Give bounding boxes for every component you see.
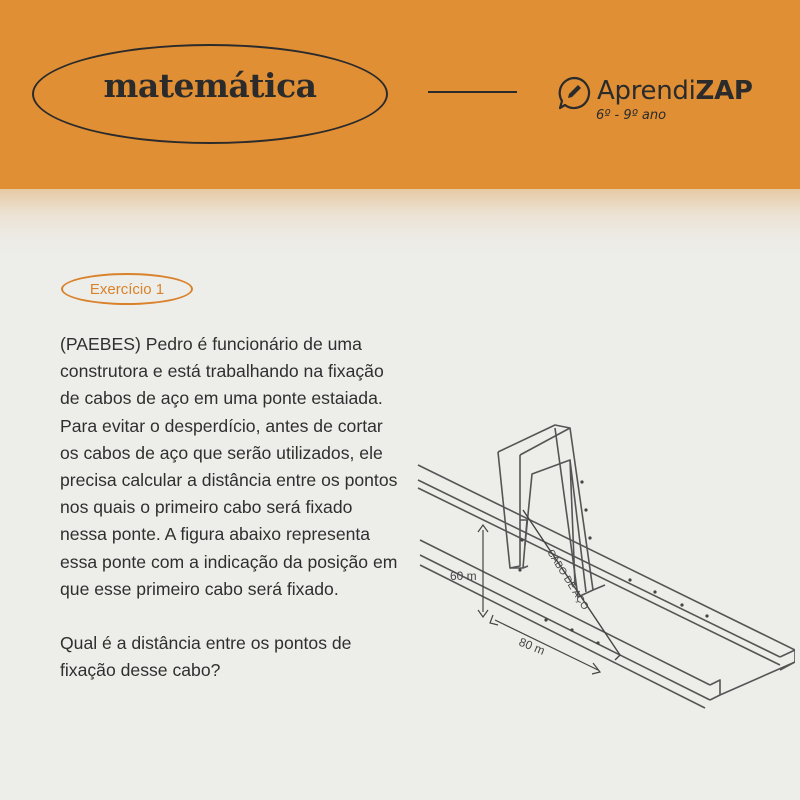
speech-bubble-pencil-icon: [557, 76, 591, 110]
header-divider: [428, 91, 517, 93]
bridge-figure: [410, 380, 795, 710]
cable-label: CABO DE AÇO: [544, 547, 591, 613]
height-label: 60 m: [450, 569, 477, 583]
brand-light: Aprendi: [597, 76, 696, 106]
exercise-label: Exercício 1: [89, 280, 165, 298]
question-text: [60, 331, 400, 684]
subject-title: matemática: [103, 66, 317, 105]
problem-statement: (PAEBES) Pedro é funcionário de uma construtora e está trabalhando na fixação de cabos de aço em uma ponte estaiada. Para evitar o desperdício, antes de cortar os cabos de aço que serão utilizados, ele precisa calcular a distância entre os pontos nos quais o primeiro cabo será fixado nessa ponte. A figura abaixo representa essa ponte com a indicação da posição em que esse primeiro cabo será fixado.: [60, 334, 398, 599]
exercise-badge: [61, 273, 193, 305]
brand-logo: [597, 76, 753, 106]
problem-question: Qual é a distância entre os pontos de fixação desse cabo?: [60, 633, 352, 681]
base-label: 80 m: [516, 634, 547, 658]
grade-range: 6º - 9º ano: [596, 108, 667, 123]
header-banner: [0, 0, 800, 189]
brand-bold: ZAP: [695, 76, 753, 106]
header-fade: [0, 189, 800, 259]
